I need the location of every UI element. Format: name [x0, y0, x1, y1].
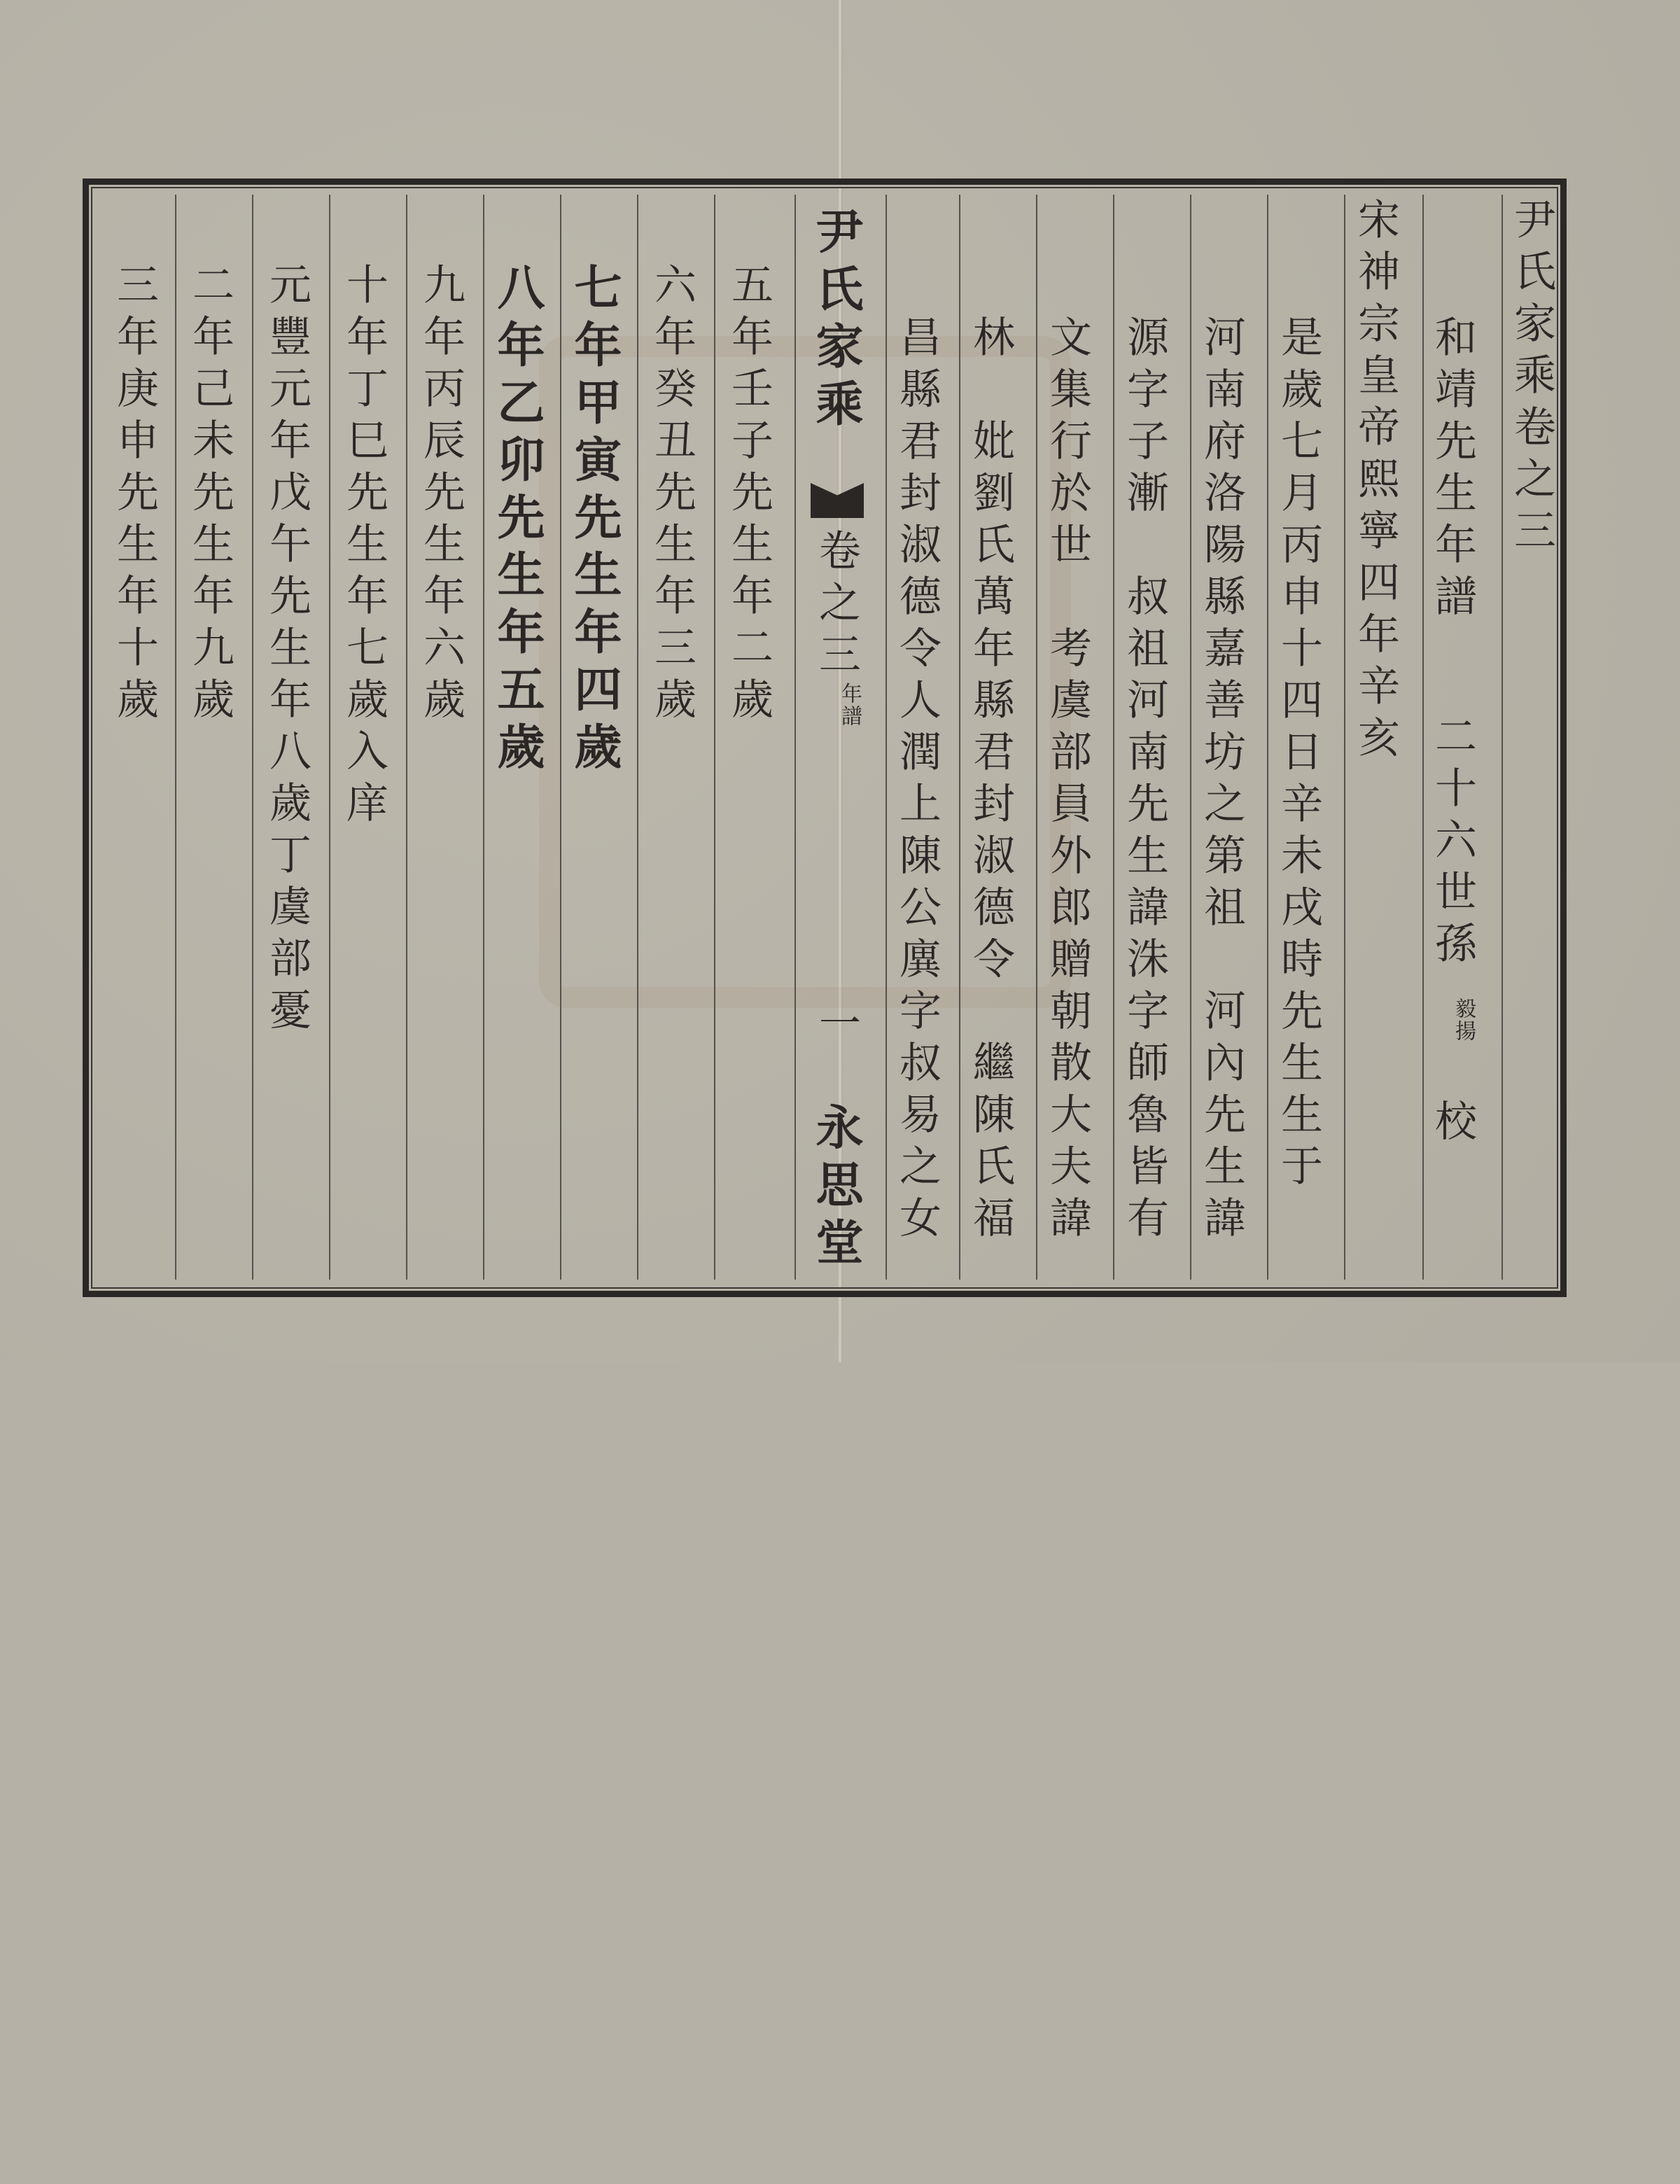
text-line-6: 林 妣劉氏萬年縣君封淑德令 繼陳氏福 — [966, 315, 1015, 1247]
center-section: 年譜 — [837, 682, 862, 727]
year-entry-5: 九年丙辰先生年六歲 — [416, 262, 465, 729]
column-rule — [1036, 195, 1037, 1280]
column-rule — [329, 195, 330, 1280]
center-volume: 卷之三 — [812, 528, 861, 684]
volume-title: 尹氏家乘卷之三 — [1507, 197, 1556, 560]
year-entry-9: 三年庚申先生年十歲 — [110, 262, 159, 729]
center-hall: 永思堂 — [808, 1102, 864, 1275]
year-entry-4: 八年乙卯先生年五歲 — [489, 262, 545, 779]
center-title: 尹氏家乘 — [808, 206, 864, 436]
column-rule — [406, 195, 407, 1280]
compiler-name: 毅揚 — [1451, 997, 1476, 1042]
text-line-3: 河南府洛陽縣嘉善坊之第祖 河內先生諱 — [1197, 315, 1246, 1247]
column-rule — [1113, 195, 1114, 1280]
column-rule — [560, 195, 561, 1280]
compiler-action: 校 — [1428, 1099, 1477, 1151]
center-page: 一 — [812, 1001, 861, 1053]
year-entry-8: 二年己未先生年九歲 — [186, 262, 234, 729]
column-rule — [637, 195, 638, 1280]
text-line-4: 源字子漸 叔祖河南先生諱洙字師魯皆有 — [1120, 315, 1169, 1247]
column-rule — [1502, 195, 1503, 1280]
text-line-2: 是歲七月丙申十四日辛未戌時先生生于 — [1274, 315, 1323, 1196]
compiler: 二十六世孫 — [1428, 714, 1477, 973]
year-entry-2: 六年癸丑先生年三歲 — [648, 262, 696, 729]
year-entry-7: 元豐元年戊午先生年八歲丁虞部憂 — [262, 262, 312, 1040]
text-line-1: 宋神宗皇帝熙寧四年辛亥 — [1351, 197, 1400, 767]
year-entry-6: 十年丁巳先生年七歲入庠 — [340, 262, 388, 832]
year-entry-1: 五年壬子先生年二歲 — [724, 262, 774, 729]
column-rule — [886, 195, 887, 1280]
column-rule — [714, 195, 715, 1280]
chronicle-title: 和靖先生年譜 — [1428, 315, 1477, 626]
column-rule — [175, 195, 176, 1280]
column-rule — [1267, 195, 1268, 1280]
text-line-7: 昌縣君封淑德令人潤上陳公廙字叔易之女 — [892, 315, 941, 1247]
column-rule — [1344, 195, 1345, 1280]
text-line-5: 文集行於世 考虞部員外郎贈朝散大夫諱 — [1043, 315, 1092, 1247]
column-rule — [483, 195, 484, 1280]
column-rule — [1190, 195, 1191, 1280]
year-entry-3: 七年甲寅先生年四歲 — [566, 262, 622, 779]
column-rule — [959, 195, 960, 1280]
column-rule — [794, 195, 796, 1280]
column-rule — [252, 195, 253, 1280]
column-rule — [1422, 195, 1424, 1280]
